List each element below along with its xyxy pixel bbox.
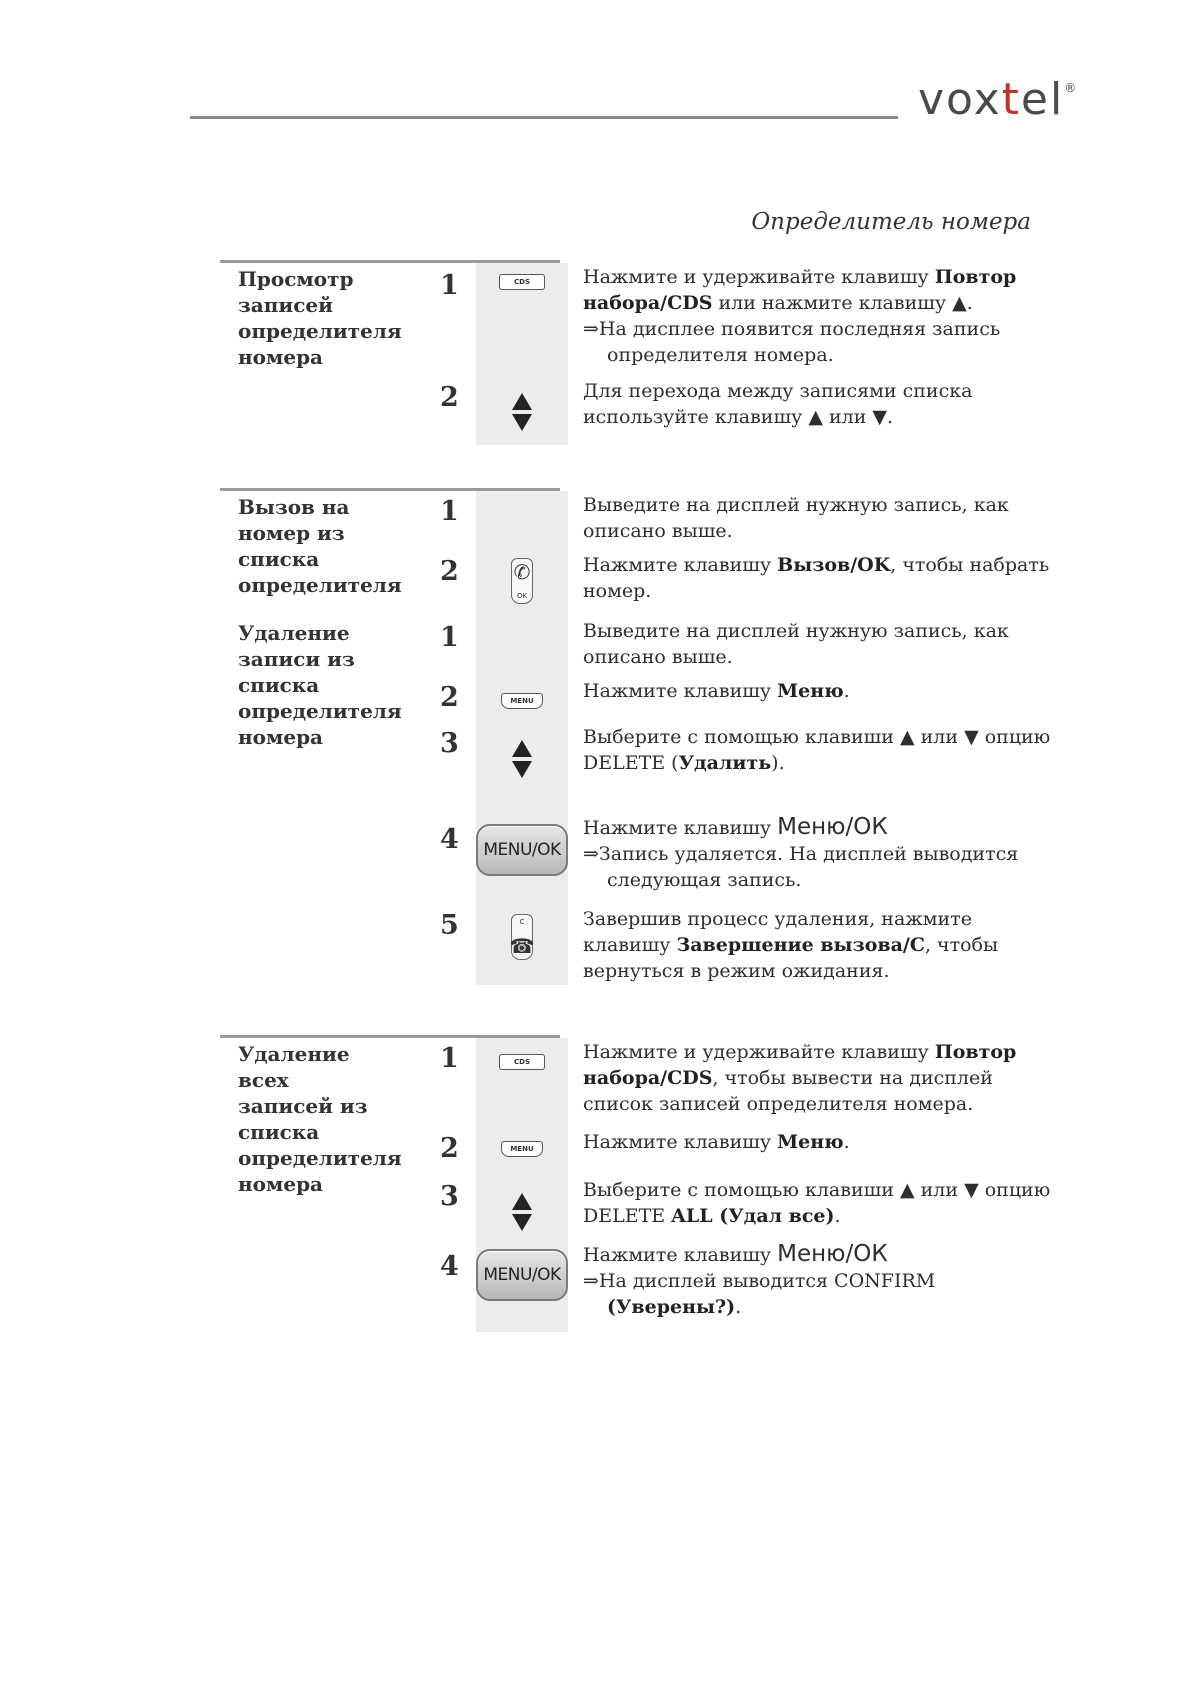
step-number: 1 [440,622,459,653]
step-number: 2 [440,556,459,587]
step-text: Выберите с помощью клавиши ▲ или ▼ опцию DELETE ALL (Удал все). [583,1179,1051,1227]
topic-label: Вызов на номер из списка определителя [238,495,402,597]
step-text: Нажмите клавишу Меню. [583,1131,850,1153]
step-text: Выберите с помощью клавиши ▲ или ▼ опцию DELETE (Удалить). [583,726,1051,774]
step-text: Выведите на дисплей нужную запись, как описано выше. [583,620,1009,668]
step-text: Нажмите и удерживайте клавишу Повтор набора/CDS или нажмите клавишу ▲. ⇒На дисплее появится последняя запись определителя номера. [583,266,1017,366]
header-rule [190,116,898,119]
step-text: Для перехода между записями списка используйте клавишу ▲ или ▼. [583,380,973,428]
step-text: Нажмите клавишу Меню/ОК ⇒На дисплей выводится CONFIRM (Уверены?). [583,1241,936,1318]
step-text: Нажмите клавишу Меню. [583,680,850,702]
cds-key-icon: CDS [476,1052,568,1070]
step-text: Выведите на дисплей нужную запись, как описано выше. [583,494,1009,542]
menu-key-icon: MENU [476,1141,568,1157]
section-call-and-delete [220,488,1051,988]
step-number: 1 [440,1043,459,1074]
menu-ok-button-icon: MENU/OK [476,1249,568,1301]
up-down-arrows-icon [476,740,568,778]
step-number: 2 [440,1133,459,1164]
section-delete-all [220,1035,1051,1335]
up-down-arrows-icon [476,1193,568,1231]
step-number: 5 [440,910,459,941]
step-text: Нажмите и удерживайте клавишу Повтор набора/CDS, чтобы вывести на дисплей список записей определителя номера. [583,1041,1017,1115]
page-section-title: Определитель номера [751,209,1031,235]
voxtel-logo: voxtel® [918,74,1079,125]
step-number: 3 [440,728,459,759]
step-number: 1 [440,496,459,527]
menu-ok-button-icon: MENU/OK [476,824,568,876]
step-text: Нажмите клавишу Меню/ОК ⇒Запись удаляется. На дисплей выводится следующая запись. [583,814,1019,891]
topic-label: Удаление записи из списка определителя номера [238,621,402,749]
step-number: 1 [440,270,459,301]
topic-label: Удаление всех записей из списка определителя номера [238,1042,402,1196]
cds-key-icon: CDS [476,272,568,290]
step-number: 3 [440,1181,459,1212]
step-number: 4 [440,1251,459,1282]
topic-label: Просмотр записей определителя номера [238,267,402,369]
call-ok-key-icon: ✆ OK [476,558,568,604]
step-number: 2 [440,682,459,713]
step-number: 2 [440,382,459,413]
step-text: Нажмите клавишу Вызов/OK, чтобы набрать номер. [583,554,1050,602]
step-number: 4 [440,824,459,855]
step-text: Завершив процесс удаления, нажмите клавишу Завершение вызова/С, чтобы вернуться в режим ожидания. [583,908,999,982]
menu-key-icon: MENU [476,693,568,709]
section-view-records [220,260,1020,450]
end-call-key-icon: C ☎ [476,914,568,960]
up-down-arrows-icon [476,393,568,431]
